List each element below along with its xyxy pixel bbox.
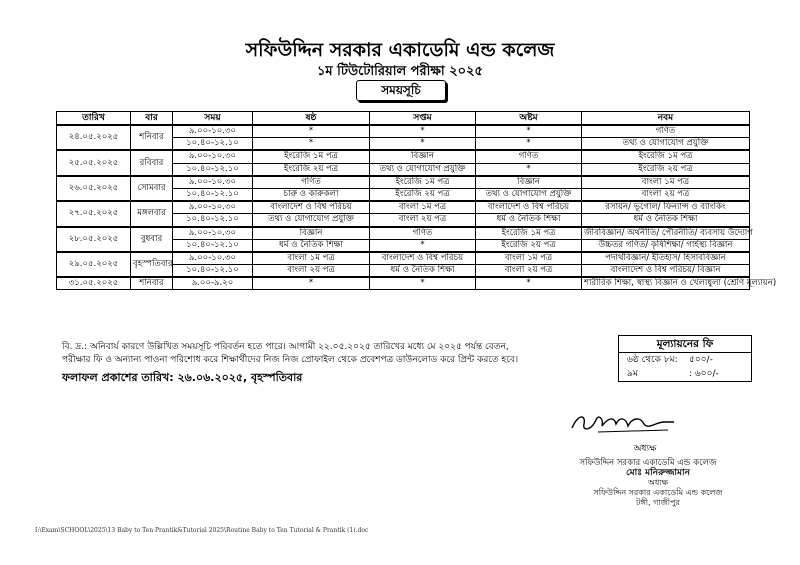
result-publish-date: ফলাফল প্রকাশের তারিখ: ২৬.০৬.২০২৫, বৃহস্পতিবার — [62, 371, 303, 384]
class7-subject: তথ্য ও যোগাযোগ প্রযুক্তি — [370, 163, 476, 176]
class6-subject: * — [253, 125, 370, 138]
table-row — [57, 125, 750, 138]
class9-subject: বাংলা ২য় পত্র — [582, 188, 750, 201]
exam-date: ৩১.০৫.২০২৫ — [57, 277, 131, 290]
class8-subject: ইংরেজি ১ম পত্র — [476, 227, 582, 240]
class9-subject: ইংরেজি ১ম পত্র — [582, 150, 750, 163]
exam-day: শনিবার — [131, 277, 173, 290]
exam-time: ৯.০০-৯.২০ — [173, 277, 253, 290]
exam-day: মঙ্গলবার — [131, 201, 173, 226]
exam-time: ৯.০০-১০.৩০ — [173, 252, 253, 265]
class7-subject: * — [370, 125, 476, 138]
fee-label: ৬ষ্ঠ থেকে ৮ম: — [627, 355, 678, 365]
signature-mark — [568, 410, 678, 438]
table-row — [57, 252, 750, 265]
fee-title: মূল্যায়নের ফি — [619, 336, 751, 353]
class8-subject: গণিত — [476, 150, 582, 163]
col-class8-header: অষ্টম — [476, 112, 582, 126]
table-row — [57, 227, 750, 240]
footer-file-path: I:\Exam\SCHOOL\2025\13 Baby to Ten Prantik&Tutorial 2025\Routine Baby to Ten Tutorial & Prantik (1).doc — [35, 527, 369, 534]
col-date-header: তারিখ — [57, 112, 131, 126]
class6-subject: বাংলাদেশ ও বিশ্ব পরিচয় — [253, 201, 370, 214]
notice — [62, 341, 602, 367]
class6-subject: গণিত — [253, 176, 370, 189]
class7-subject: ইংরেজি ২য় পত্র — [370, 188, 476, 201]
class9-subject: জীববিজ্ঞান/ অর্থনীতি/ পৌরনীতি/ ব্যবসায় উদ্যোগ — [582, 227, 750, 240]
class7-subject: ধর্ম ও নৈতিক শিক্ষা — [370, 265, 476, 278]
class9-subject: বাংলাদেশ ও বিশ্ব পরিচয়/ বিজ্ঞান — [582, 265, 750, 278]
class7-subject: বাংলা ১ম পত্র — [370, 201, 476, 214]
exam-time: ১০.৪০-১২.১০ — [173, 239, 253, 252]
official-stamp — [588, 468, 728, 508]
signatory-role: অধ্যক্ষ — [633, 444, 657, 454]
class9-subject: উচ্চতর গণিত/ কৃষিশিক্ষা/ গার্হস্থ্য বিজ্ঞান — [582, 239, 750, 252]
class8-subject: বাংলাদেশ ও বিশ্ব পরিচয় — [476, 201, 582, 214]
exam-date: ২৬.০৫.২০২৫ — [57, 176, 131, 201]
exam-day: বুধবার — [131, 227, 173, 252]
fee-label: ৯ম — [627, 369, 638, 379]
table-header-row — [57, 112, 750, 126]
table-row — [57, 150, 750, 163]
class8-subject: ধর্ম ও নৈতিক শিক্ষা — [476, 214, 582, 227]
col-day-header: বার — [131, 112, 173, 126]
col-time-header: সময় — [173, 112, 253, 126]
class8-subject: বাংলা ২য় পত্র — [476, 265, 582, 278]
exam-day: বৃহস্পতিবার — [131, 252, 173, 277]
stamp-place: টঙ্গী, গাজীপুর — [636, 498, 680, 507]
stamp-role: অধ্যক্ষ — [647, 478, 669, 487]
class9-subject: পদার্থবিজ্ঞান/ ইতিহাস/ হিসাববিজ্ঞান — [582, 252, 750, 265]
fee-box — [618, 335, 752, 382]
exam-time: ৯.০০-১০.৩০ — [173, 176, 253, 189]
col-class9-header: নবম — [582, 112, 750, 126]
exam-time: ১০.৪০-১২.১০ — [173, 163, 253, 176]
exam-time: ৯.০০-১০.৩০ — [173, 227, 253, 240]
routine-table — [56, 111, 777, 290]
class7-subject: ইংরেজি ১ম পত্র — [370, 176, 476, 189]
class6-subject: বিজ্ঞান — [253, 227, 370, 240]
class6-subject: বাংলা ১ম পত্র — [253, 252, 370, 265]
class8-subject: বাংলা ১ম পত্র — [476, 252, 582, 265]
exam-time: ৯.০০-১০.৩০ — [173, 150, 253, 163]
class8-subject: * — [476, 163, 582, 176]
fee-value: ৫০০/- — [689, 355, 713, 365]
table-row — [57, 176, 750, 189]
stamp-org: সফিউদ্দিন সরকার একাডেমি এন্ড কলেজ — [593, 488, 723, 497]
col-class6-header: ষষ্ঠ — [253, 112, 370, 126]
class6-subject: * — [253, 277, 370, 290]
class6-subject: তথ্য ও যোগাযোগ প্রযুক্তি — [253, 214, 370, 227]
class6-subject: ধর্ম ও নৈতিক শিক্ষা — [253, 239, 370, 252]
exam-time: ১০.৪০-১২.১০ — [173, 214, 253, 227]
notice-line-2: পরীক্ষার ফি ও অন্যান্য পাওনা পরিশোধ করে শিক্ষার্থীদের নিজ নিজ প্রোফাইল থেকে প্রবেশপত্র ডাউনলোড করে প্রিন্ট করতে হবে। — [62, 355, 519, 365]
exam-time: ১০.৪০-১২.১০ — [173, 265, 253, 278]
exam-title: ১ম টিউটোরিয়াল পরীক্ষা ২০২৫ — [316, 64, 483, 79]
class6-subject: ইংরেজি ১ম পত্র — [253, 150, 370, 163]
class8-subject: * — [476, 138, 582, 151]
exam-day: শনিবার — [131, 125, 173, 150]
class8-subject: তথ্য ও যোগাযোগ প্রযুক্তি — [476, 188, 582, 201]
class7-subject: * — [370, 138, 476, 151]
class7-subject: * — [370, 277, 476, 290]
notice-line-1: বি. দ্র.: অনিবার্য কারণে উল্লিখিত সময়সূচি পরিবর্তন হতে পারে। আগামী ২২.০৫.২০২৫ তারিখের মধ্যে মে ২০২৫ পর্যন্ত বেতন, — [62, 342, 509, 352]
stamp-name: মোঃ মনিরুজ্জামান — [625, 468, 691, 478]
schedule-badge: সময়সূচি — [356, 80, 446, 101]
exam-time: ১০.৪০-১২.১০ — [173, 138, 253, 151]
class9-subject: ইংরেজি ২য় পত্র — [582, 163, 750, 176]
exam-date: ২৭.০৫.২০২৫ — [57, 201, 131, 226]
exam-date: ২৯.০৫.২০২৫ — [57, 252, 131, 277]
class7-subject: বাংলা ২য় পত্র — [370, 214, 476, 227]
fee-row — [619, 367, 751, 381]
class7-subject: * — [370, 239, 476, 252]
class9-subject: তথ্য ও যোগাযোগ প্রযুক্তি — [582, 138, 750, 151]
class8-subject: বিজ্ঞান — [476, 176, 582, 189]
exam-date: ২৫.০৫.২০২৫ — [57, 150, 131, 175]
class8-subject: * — [476, 277, 582, 290]
table-row — [57, 277, 750, 290]
class9-subject: শারীরিক শিক্ষা, স্বাস্থ্য বিজ্ঞান ও খেলাধুলা (শ্রেণি মূল্যায়ন) — [582, 277, 750, 290]
exam-date: ২৮.০৫.২০২৫ — [57, 227, 131, 252]
fee-value: : ৬০০/- — [689, 369, 719, 379]
exam-date: ২৪.০৫.২০২৫ — [57, 125, 131, 150]
col-class7-header: সপ্তম — [370, 112, 476, 126]
class6-subject: ইংরেজি ২য় পত্র — [253, 163, 370, 176]
class7-subject: বাংলাদেশ ও বিশ্ব পরিচয় — [370, 252, 476, 265]
class6-subject: বাংলা ২য় পত্র — [253, 265, 370, 278]
exam-time: ৯.০০-১০.৩০ — [173, 201, 253, 214]
exam-time: ৯.০০-১০.৩০ — [173, 125, 253, 138]
class6-subject: চারু ও কারুকলা — [253, 188, 370, 201]
class7-subject: বিজ্ঞান — [370, 150, 476, 163]
class6-subject: * — [253, 138, 370, 151]
signatory-org: সফিউদ্দিন সরকার একাডেমি এন্ড কলেজ — [579, 458, 717, 468]
table-row — [57, 201, 750, 214]
exam-time: ১০.৪০-১২.১০ — [173, 188, 253, 201]
class8-subject: * — [476, 125, 582, 138]
exam-day: সোমবার — [131, 176, 173, 201]
class8-subject: ইংরেজি ২য় পত্র — [476, 239, 582, 252]
class9-subject: বাংলা ১ম পত্র — [582, 176, 750, 189]
fee-row — [619, 353, 751, 367]
class7-subject: গণিত — [370, 227, 476, 240]
class9-subject: ধর্ম ও নৈতিক শিক্ষা — [582, 214, 750, 227]
exam-day: রবিবার — [131, 150, 173, 175]
class9-subject: রসায়ন/ ভূগোল/ ফিন্যান্স ও ব্যাংকিং — [582, 201, 750, 214]
class9-subject: গণিত — [582, 125, 750, 138]
institution-title: সফিউদ্দিন সরকার একাডেমি এন্ড কলেজ — [245, 39, 555, 61]
